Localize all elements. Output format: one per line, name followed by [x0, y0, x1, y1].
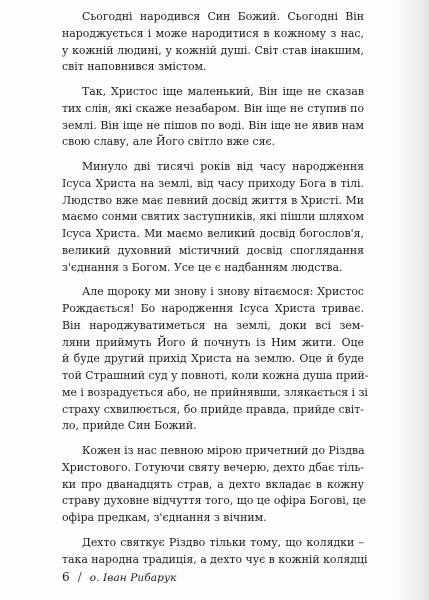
text-line: офіра предкам, з'єднання з вічним.: [62, 511, 267, 524]
paragraph: [62, 9, 364, 76]
text-line: з'єднання з Богом. Усе це є надбанням людства.: [62, 260, 343, 274]
text-line: Ісуса Христа. Ми маємо великий досвід богослов'я,: [62, 227, 364, 240]
text-line: ки про дванадцять страв, а дехто вкладає в кожну: [62, 477, 364, 491]
running-footer-author: о. Іван Рибарук: [89, 572, 177, 584]
text-line: Рождається! Бо народження Ісуса Христа триває.: [62, 302, 364, 315]
footer-separator: /: [77, 570, 82, 584]
text-line: Ісуса Христа на землі, від часу приходу Бога в тілі.: [62, 176, 364, 190]
text-line: світ наповнився змістом.: [62, 60, 207, 74]
text-line: Кожен із нас певною мірою причетний до Різдва: [82, 444, 365, 457]
text-line: Людство вже має певний досвід життя в Христі. Ми: [62, 193, 364, 207]
page-footer: [62, 570, 177, 584]
text-line: народжується і може народитися в кожному з нас,: [62, 26, 364, 40]
page-number: 6: [62, 570, 70, 584]
text-line: така народна традиція, а дехто чує в кожній колядці: [62, 552, 368, 566]
text-line: Він народжуватиметься на землі, доки всі зем-: [62, 318, 364, 332]
text-line: той Страшний суд у повноті, коли кожна душа прий-: [62, 369, 369, 382]
text-line: великий духовний містичний досвід споглядання: [62, 243, 364, 257]
text-line: тих слів, які скаже незабаром. Він іще не ступив по: [62, 101, 364, 115]
text-line: ме і возрадується або, не прийнявши, злякається і зі: [62, 385, 368, 399]
text-line: землі. Він іще не пішов по воді. Він іще не явив нам: [62, 118, 364, 132]
text-line: страху схвилюється, бо прийде правда, прийде світ-: [62, 402, 364, 416]
body-text: [62, 9, 369, 576]
paragraph: [62, 443, 367, 527]
text-line: й буде другий прихід Христа на землю. Оце й буде: [62, 352, 364, 366]
text-line: ло, прийде Син Божий.: [62, 419, 197, 433]
text-line: Але щороку ми знову і знову вітаємося: Христос: [82, 285, 364, 299]
text-line: Так, Христос іще маленький, Він іще не сказав: [82, 85, 364, 98]
paragraph: [62, 284, 369, 435]
text-line: у кожній людині, у кожній душі. Світ став інакшим,: [62, 43, 364, 57]
paragraph: [62, 159, 364, 276]
paragraph: [62, 84, 364, 151]
paragraph: [62, 535, 368, 569]
scan-edge-shadow: [395, 0, 429, 600]
text-line: ляни приймуть Його й почнуть із Ним жити. Оце: [62, 335, 364, 349]
text-line: Дехто святкує Різдво тільки тому, що колядки –: [82, 535, 364, 549]
text-line: страву духовне відчуття того, що це офіра Богові, це: [62, 494, 367, 508]
text-line: Сьогодні народився Син Божий. Сьогодні Він: [82, 10, 364, 23]
text-line: Минуло дві тисячі років від часу народження: [82, 160, 364, 173]
text-line: Христового. Готуючи святу вечерю, дехто дбає тіль-: [62, 460, 364, 474]
text-line: свою славу, але Його світло вже сяє.: [62, 135, 276, 149]
text-line: маємо сонми святих заступників, які пішли шляхом: [62, 210, 364, 224]
